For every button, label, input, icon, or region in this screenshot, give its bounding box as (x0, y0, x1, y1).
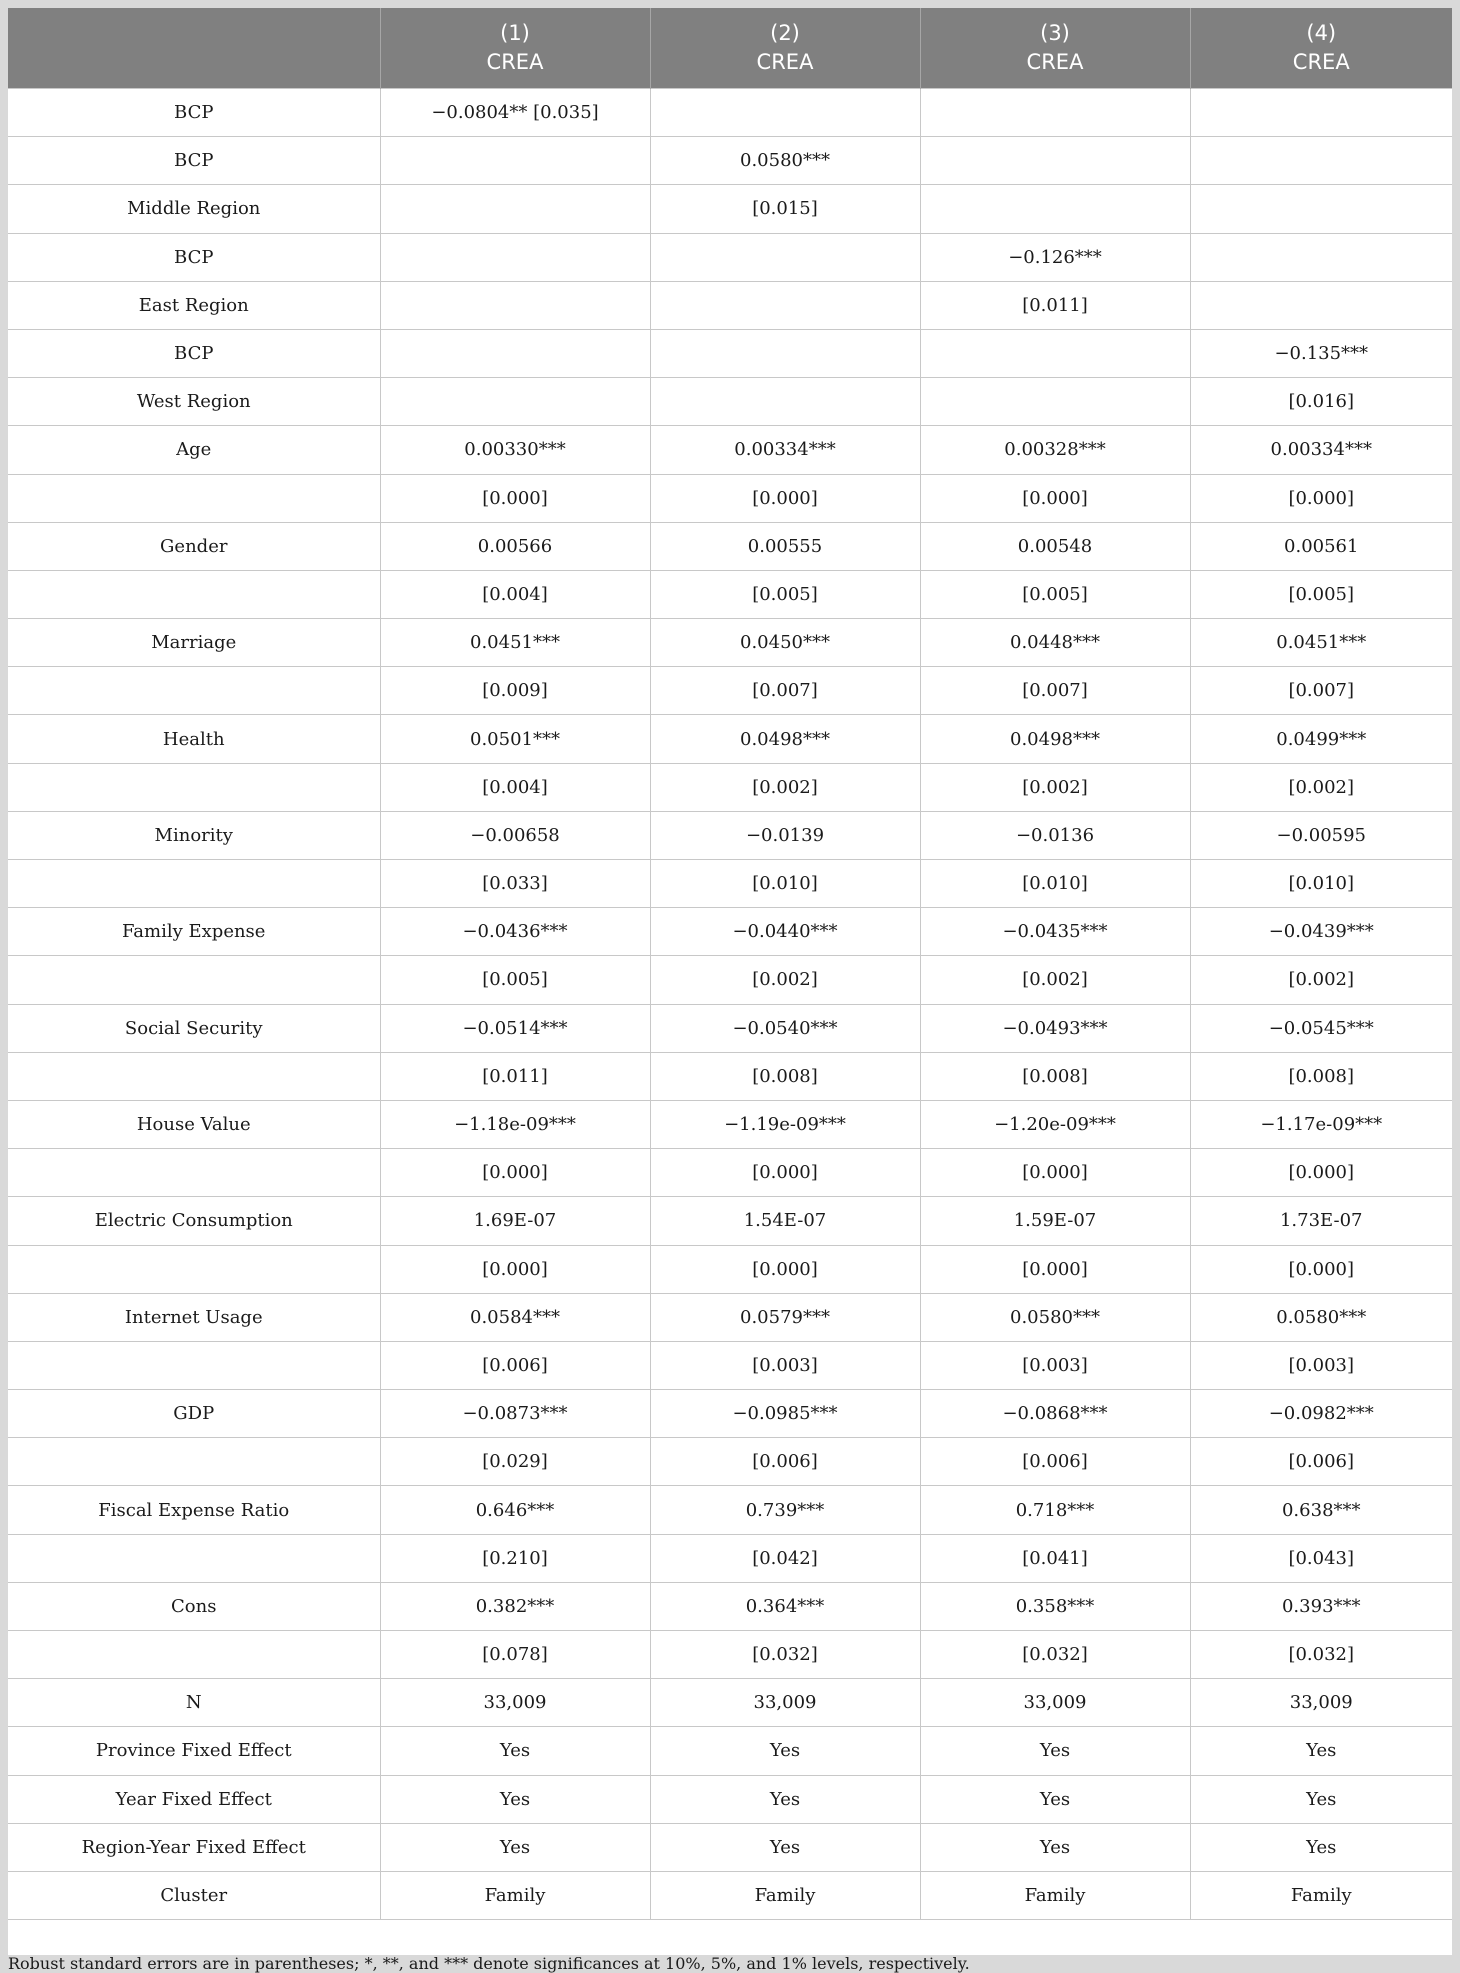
value-cell: [0.078] (380, 1631, 650, 1679)
value-cell: [0.006] (380, 1341, 650, 1389)
value-cell: [0.000] (1190, 474, 1452, 522)
value-cell: [0.002] (1190, 763, 1452, 811)
row-label-cell (8, 570, 380, 618)
header-label: CREA (756, 50, 814, 74)
value-cell: −0.0873*** (380, 1390, 650, 1438)
value-cell: −1.19e-09*** (650, 1100, 920, 1148)
value-cell (1190, 89, 1452, 137)
value-cell: 0.00561 (1190, 522, 1452, 570)
value-cell: 0.393*** (1190, 1582, 1452, 1630)
value-cell (1190, 185, 1452, 233)
table-row (8, 1341, 1452, 1389)
row-label-cell: Family Expense (8, 908, 380, 956)
value-cell (650, 89, 920, 137)
value-cell: 33,009 (920, 1679, 1190, 1727)
header-number: (3) (1040, 21, 1070, 45)
row-label-cell (8, 1341, 380, 1389)
value-cell: −1.18e-09*** (380, 1100, 650, 1148)
value-cell: [0.000] (650, 1149, 920, 1197)
value-cell: 0.00566 (380, 522, 650, 570)
value-cell: 0.00328*** (920, 426, 1190, 474)
value-cell: [0.004] (380, 570, 650, 618)
table-row (8, 185, 1452, 233)
value-cell: [0.008] (920, 1052, 1190, 1100)
value-cell: Yes (380, 1727, 650, 1775)
value-cell: [0.009] (380, 667, 650, 715)
header-label: CREA (1026, 50, 1084, 74)
table-row (8, 811, 1452, 859)
value-cell: −0.0545*** (1190, 1004, 1452, 1052)
value-cell: 0.0451*** (1190, 619, 1452, 667)
value-cell (380, 329, 650, 377)
value-cell: 33,009 (1190, 1679, 1452, 1727)
row-label-cell: N (8, 1679, 380, 1727)
value-cell: 1.69E-07 (380, 1197, 650, 1245)
value-cell: [0.003] (1190, 1341, 1452, 1389)
row-label-cell (8, 1245, 380, 1293)
table-row (8, 137, 1452, 185)
table-row (8, 1631, 1452, 1679)
value-cell: Family (920, 1871, 1190, 1919)
value-cell: 0.0451*** (380, 619, 650, 667)
header-cell-3 (920, 8, 1190, 89)
value-cell: Yes (650, 1823, 920, 1871)
table-row (8, 1534, 1452, 1582)
value-cell: Yes (650, 1775, 920, 1823)
value-cell: [0.005] (380, 956, 650, 1004)
table-row (8, 1149, 1452, 1197)
table-row (8, 329, 1452, 377)
value-cell: Yes (1190, 1775, 1452, 1823)
value-cell: Family (650, 1871, 920, 1919)
table-row (8, 426, 1452, 474)
table-row (8, 908, 1452, 956)
value-cell: [0.000] (380, 1149, 650, 1197)
value-cell: Yes (1190, 1823, 1452, 1871)
table-row (8, 1871, 1452, 1919)
value-cell: −0.0435*** (920, 908, 1190, 956)
value-cell: Yes (920, 1775, 1190, 1823)
value-cell: [0.007] (1190, 667, 1452, 715)
header-number: (2) (770, 21, 800, 45)
value-cell: 0.0450*** (650, 619, 920, 667)
value-cell: −0.0985*** (650, 1390, 920, 1438)
value-cell: [0.005] (1190, 570, 1452, 618)
value-cell: Family (380, 1871, 650, 1919)
value-cell: [0.032] (1190, 1631, 1452, 1679)
header-cell-2 (650, 8, 920, 89)
row-label-cell (8, 956, 380, 1004)
value-cell: 0.0580*** (920, 1293, 1190, 1341)
value-cell: [0.007] (650, 667, 920, 715)
value-cell: [0.008] (1190, 1052, 1452, 1100)
value-cell (380, 185, 650, 233)
value-cell: 1.54E-07 (650, 1197, 920, 1245)
row-label-cell: Minority (8, 811, 380, 859)
value-cell: [0.032] (650, 1631, 920, 1679)
value-cell: −0.0540*** (650, 1004, 920, 1052)
value-cell: 0.718*** (920, 1486, 1190, 1534)
value-cell: 0.0448*** (920, 619, 1190, 667)
value-cell (920, 137, 1190, 185)
row-label-cell (8, 860, 380, 908)
regression-table (8, 8, 1452, 1920)
value-cell: [0.006] (1190, 1438, 1452, 1486)
value-cell: −0.00658 (380, 811, 650, 859)
value-cell: −0.0139 (650, 811, 920, 859)
value-cell: Yes (650, 1727, 920, 1775)
value-cell: −0.0136 (920, 811, 1190, 859)
table-row (8, 956, 1452, 1004)
value-cell: [0.011] (380, 1052, 650, 1100)
table-row (8, 1679, 1452, 1727)
value-cell: [0.011] (920, 281, 1190, 329)
value-cell: 33,009 (380, 1679, 650, 1727)
value-cell: [0.016] (1190, 378, 1452, 426)
table-row (8, 715, 1452, 763)
table-row (8, 378, 1452, 426)
value-cell: 0.00334*** (650, 426, 920, 474)
value-cell: Yes (380, 1775, 650, 1823)
value-cell: 1.59E-07 (920, 1197, 1190, 1245)
table-row (8, 89, 1452, 137)
value-cell: [0.000] (380, 474, 650, 522)
value-cell (920, 185, 1190, 233)
value-cell (920, 89, 1190, 137)
row-label-cell: Region-Year Fixed Effect (8, 1823, 380, 1871)
value-cell: −0.0436*** (380, 908, 650, 956)
header-cell-variable (8, 8, 380, 89)
value-cell: 0.0498*** (920, 715, 1190, 763)
value-cell: Yes (1190, 1727, 1452, 1775)
value-cell: −0.0982*** (1190, 1390, 1452, 1438)
value-cell: [0.004] (380, 763, 650, 811)
value-cell: [0.000] (920, 1245, 1190, 1293)
table-footnote: Robust standard errors are in parentheses; *, **, and *** denote significances at 10%, 5%, and 1% levels, respectively. (8, 1954, 970, 1973)
value-cell: [0.002] (1190, 956, 1452, 1004)
row-label-cell: House Value (8, 1100, 380, 1148)
table-row (8, 474, 1452, 522)
table-row (8, 1823, 1452, 1871)
row-label-cell: Gender (8, 522, 380, 570)
value-cell: [0.000] (1190, 1245, 1452, 1293)
value-cell: −0.0804** [0.035] (380, 89, 650, 137)
table-row (8, 1486, 1452, 1534)
row-label-cell (8, 1534, 380, 1582)
row-label-cell: West Region (8, 378, 380, 426)
value-cell: 0.364*** (650, 1582, 920, 1630)
row-label-cell: BCP (8, 233, 380, 281)
value-cell: [0.003] (650, 1341, 920, 1389)
row-label-cell (8, 763, 380, 811)
value-cell: 0.358*** (920, 1582, 1190, 1630)
value-cell: 0.0580*** (650, 137, 920, 185)
table-row (8, 570, 1452, 618)
value-cell: 0.739*** (650, 1486, 920, 1534)
row-label-cell: Internet Usage (8, 1293, 380, 1341)
table-container (8, 8, 1452, 1973)
value-cell: [0.043] (1190, 1534, 1452, 1582)
table-row (8, 1775, 1452, 1823)
row-label-cell: Health (8, 715, 380, 763)
value-cell: [0.007] (920, 667, 1190, 715)
value-cell: [0.006] (920, 1438, 1190, 1486)
value-cell: Family (1190, 1871, 1452, 1919)
value-cell: [0.005] (920, 570, 1190, 618)
value-cell: [0.002] (650, 763, 920, 811)
value-cell: [0.000] (1190, 1149, 1452, 1197)
header-row (8, 8, 1452, 89)
value-cell: 1.73E-07 (1190, 1197, 1452, 1245)
table-row (8, 763, 1452, 811)
value-cell: [0.010] (920, 860, 1190, 908)
row-label-cell (8, 1438, 380, 1486)
value-cell: [0.002] (650, 956, 920, 1004)
value-cell: [0.000] (380, 1245, 650, 1293)
table-row (8, 667, 1452, 715)
table-row (8, 619, 1452, 667)
value-cell: 0.00330*** (380, 426, 650, 474)
row-label-cell: GDP (8, 1390, 380, 1438)
row-label-cell (8, 1052, 380, 1100)
row-label-cell (8, 1631, 380, 1679)
value-cell: [0.041] (920, 1534, 1190, 1582)
value-cell: Yes (920, 1823, 1190, 1871)
row-label-cell: BCP (8, 137, 380, 185)
value-cell: 0.00334*** (1190, 426, 1452, 474)
value-cell: 0.00555 (650, 522, 920, 570)
value-cell: −0.0868*** (920, 1390, 1190, 1438)
row-label-cell (8, 667, 380, 715)
value-cell: −0.0514*** (380, 1004, 650, 1052)
row-label-cell: BCP (8, 329, 380, 377)
value-cell: Yes (380, 1823, 650, 1871)
value-cell: −0.0493*** (920, 1004, 1190, 1052)
header-number: (1) (500, 21, 530, 45)
value-cell: [0.008] (650, 1052, 920, 1100)
value-cell: [0.010] (650, 860, 920, 908)
value-cell: 0.0579*** (650, 1293, 920, 1341)
row-label-cell: Social Security (8, 1004, 380, 1052)
value-cell (380, 137, 650, 185)
value-cell: 0.00548 (920, 522, 1190, 570)
row-label-cell: Fiscal Expense Ratio (8, 1486, 380, 1534)
table-row (8, 1197, 1452, 1245)
table-row (8, 1052, 1452, 1100)
value-cell: [0.000] (650, 474, 920, 522)
value-cell (1190, 281, 1452, 329)
value-cell: [0.015] (650, 185, 920, 233)
value-cell: Yes (920, 1727, 1190, 1775)
value-cell (1190, 233, 1452, 281)
table-row (8, 1004, 1452, 1052)
row-label-cell (8, 474, 380, 522)
table-row (8, 233, 1452, 281)
row-label-cell: Year Fixed Effect (8, 1775, 380, 1823)
table-row (8, 1245, 1452, 1293)
value-cell: 33,009 (650, 1679, 920, 1727)
value-cell: −1.20e-09*** (920, 1100, 1190, 1148)
value-cell: [0.002] (920, 956, 1190, 1004)
table-row (8, 522, 1452, 570)
table-row (8, 860, 1452, 908)
value-cell (650, 378, 920, 426)
value-cell: −0.126*** (920, 233, 1190, 281)
value-cell: 0.638*** (1190, 1486, 1452, 1534)
header-cell-4 (1190, 8, 1452, 89)
value-cell: [0.005] (650, 570, 920, 618)
value-cell (380, 281, 650, 329)
table-row (8, 1100, 1452, 1148)
value-cell: [0.042] (650, 1534, 920, 1582)
value-cell: [0.003] (920, 1341, 1190, 1389)
table-body (8, 89, 1452, 1920)
value-cell: [0.033] (380, 860, 650, 908)
row-label-cell: Marriage (8, 619, 380, 667)
row-label-cell: East Region (8, 281, 380, 329)
value-cell: −0.135*** (1190, 329, 1452, 377)
value-cell: [0.210] (380, 1534, 650, 1582)
table-row (8, 1582, 1452, 1630)
row-label-cell: Cons (8, 1582, 380, 1630)
header-cell-1 (380, 8, 650, 89)
value-cell: [0.000] (920, 474, 1190, 522)
value-cell (920, 378, 1190, 426)
row-label-cell (8, 1149, 380, 1197)
value-cell: −0.0439*** (1190, 908, 1452, 956)
row-label-cell: BCP (8, 89, 380, 137)
row-label-cell: Age (8, 426, 380, 474)
value-cell (380, 378, 650, 426)
value-cell (650, 281, 920, 329)
table-row (8, 1727, 1452, 1775)
value-cell: −0.0440*** (650, 908, 920, 956)
table-row (8, 1438, 1452, 1486)
value-cell: [0.032] (920, 1631, 1190, 1679)
value-cell: 0.0498*** (650, 715, 920, 763)
value-cell: [0.006] (650, 1438, 920, 1486)
value-cell: 0.382*** (380, 1582, 650, 1630)
header-label: CREA (1292, 50, 1350, 74)
value-cell (650, 329, 920, 377)
row-label-cell: Cluster (8, 1871, 380, 1919)
row-label-cell: Middle Region (8, 185, 380, 233)
value-cell: [0.000] (650, 1245, 920, 1293)
value-cell (380, 233, 650, 281)
value-cell (1190, 137, 1452, 185)
value-cell: 0.0580*** (1190, 1293, 1452, 1341)
table-row (8, 1390, 1452, 1438)
value-cell: [0.010] (1190, 860, 1452, 908)
value-cell: −1.17e-09*** (1190, 1100, 1452, 1148)
value-cell: [0.029] (380, 1438, 650, 1486)
value-cell (650, 233, 920, 281)
row-label-cell: Province Fixed Effect (8, 1727, 380, 1775)
value-cell (920, 329, 1190, 377)
header-label: CREA (486, 50, 544, 74)
header-number: (4) (1306, 21, 1337, 45)
table-row (8, 281, 1452, 329)
value-cell: 0.0499*** (1190, 715, 1452, 763)
row-label-cell: Electric Consumption (8, 1197, 380, 1245)
table-row (8, 1293, 1452, 1341)
value-cell: 0.0584*** (380, 1293, 650, 1341)
value-cell: [0.000] (920, 1149, 1190, 1197)
value-cell: 0.646*** (380, 1486, 650, 1534)
value-cell: [0.002] (920, 763, 1190, 811)
value-cell: 0.0501*** (380, 715, 650, 763)
value-cell: −0.00595 (1190, 811, 1452, 859)
